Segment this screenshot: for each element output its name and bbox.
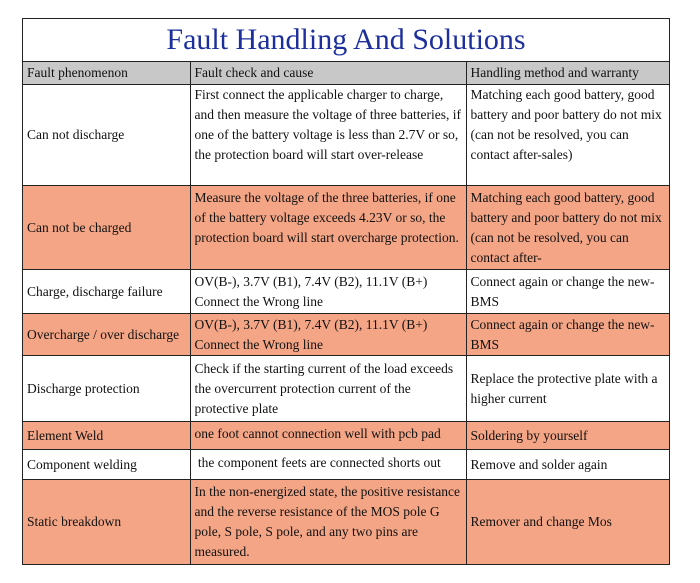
fault-cause-text: OV(B-), 3.7V (B1), 7.4V (B2), 11.1V (B+) Connect the Wrong line	[194, 273, 428, 309]
handling-method-cell	[466, 270, 669, 314]
fault-cause-cell	[190, 356, 466, 422]
fault-cause-text: the component feets are connected shorts out	[194, 454, 441, 470]
handling-method-text: Matching each good battery, good battery and poor battery do not mix (can not be resolved, you can contact after-sales)	[470, 87, 662, 162]
fault-phenomenon-cell: Component welding	[23, 450, 190, 480]
table-row	[23, 422, 669, 450]
fault-cause-text: First connect the applicable charger to charge, and then measure the voltage of three batteries, if one of the battery voltage is less than 2.7V or so, the protection board will start over-release	[194, 87, 462, 162]
handling-method-text: Replace the protective plate with a higher current	[470, 370, 658, 406]
table-row	[23, 356, 669, 422]
header-fault-check-cause: Fault check and cause	[190, 62, 466, 85]
fault-phenomenon-cell: Can not be charged	[23, 186, 190, 270]
fault-cause-text: OV(B-), 3.7V (B1), 7.4V (B2), 11.1V (B+) Connect the Wrong line	[194, 316, 428, 352]
handling-method-text: Connect again or change the new-BMS	[470, 316, 655, 352]
handling-method-cell	[466, 186, 669, 270]
header-row	[23, 62, 669, 85]
fault-cause-text: Measure the voltage of the three batteries, if one of the battery voltage exceeds 4.23V or so, the protection board will start overcharge protection.	[194, 189, 459, 245]
handling-method-cell	[466, 314, 669, 356]
fault-cause-cell	[190, 270, 466, 314]
header-handling-method: Handling method and warranty	[466, 62, 669, 85]
handling-method-cell: Remover and change Mos	[466, 480, 669, 564]
fault-cause-cell	[190, 480, 466, 564]
handling-method-text: Matching each good battery, good battery and poor battery do not mix (can not be resolved, you can contact after-	[470, 189, 662, 265]
fault-table	[23, 62, 669, 564]
fault-cause-cell	[190, 422, 466, 450]
fault-cause-cell	[190, 85, 466, 186]
table-row	[23, 85, 669, 186]
fault-cause-cell	[190, 314, 466, 356]
fault-cause-text: one foot cannot connection well with pcb pad	[194, 425, 441, 441]
table-row	[23, 270, 669, 314]
fault-cause-cell	[190, 186, 466, 270]
fault-phenomenon-cell: Charge, discharge failure	[23, 270, 190, 314]
table-row	[23, 186, 669, 270]
page-title: Fault Handling And Solutions	[23, 19, 669, 62]
fault-cause-cell	[190, 450, 466, 480]
table-row	[23, 314, 669, 356]
fault-phenomenon-cell: Static breakdown	[23, 480, 190, 564]
handling-method-text: Connect again or change the new-BMS	[470, 273, 655, 309]
handling-method-cell: Remove and solder again	[466, 450, 669, 480]
fault-phenomenon-cell: Can not discharge	[23, 85, 190, 186]
fault-table-sheet	[22, 18, 670, 565]
table-row	[23, 480, 669, 564]
fault-phenomenon-cell: Overcharge / over discharge	[23, 314, 190, 356]
table-row	[23, 450, 669, 480]
handling-method-cell	[466, 356, 669, 422]
header-fault-phenomenon: Fault phenomenon	[23, 62, 190, 85]
fault-phenomenon-cell: Element Weld	[23, 422, 190, 450]
fault-cause-text: In the non-energized state, the positive resistance and the reverse resistance of the MOS pole G pole, S pole, S pole, and any two pins are measured.	[194, 483, 461, 559]
handling-method-cell: Soldering by yourself	[466, 422, 669, 450]
fault-cause-text: Check if the starting current of the load exceeds the overcurrent protection current of the protective plate	[194, 360, 454, 416]
handling-method-cell	[466, 85, 669, 186]
fault-phenomenon-cell: Discharge protection	[23, 356, 190, 422]
